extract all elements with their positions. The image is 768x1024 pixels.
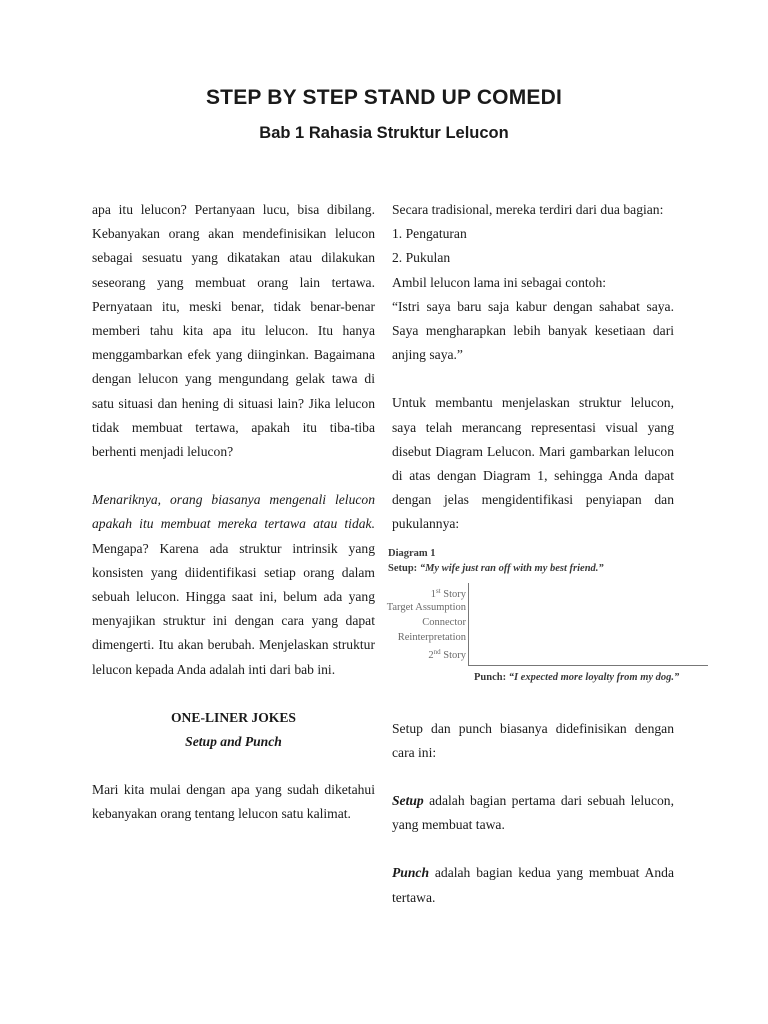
- section-heading: ONE-LINER JOKES: [170, 709, 296, 725]
- joke-diagram: [378, 545, 708, 707]
- paragraph-structure: [92, 488, 375, 682]
- diagram-label-connector: Connector: [422, 616, 466, 628]
- diagram-setup: [388, 562, 604, 575]
- diagram-caption: Diagram 1: [388, 547, 436, 559]
- paragraph-diagram-intro: Untuk membantu menjelaskan struktur lelucon, saya telah merancang representasi visual yang disebut Diagram Lelucon. Mari gambarkan lelucon di atas dengan Diagram 1, sehingga Anda dapat dengan jelas mengidentifikasi penyiapan dan pukulannya:: [392, 395, 674, 532]
- diagram-horizontal-axis: [468, 665, 708, 666]
- diagram-label-second-story: 2nd Story: [428, 647, 466, 661]
- definition-punch: [392, 861, 674, 909]
- diagram-punch-text: “I expected more loyalty from my dog.”: [508, 671, 680, 683]
- paragraph-example-intro: Ambil lelucon lama ini sebagai contoh:: [392, 274, 607, 290]
- diagram-setup-text: “My wife just ran off with my best friend.”: [419, 562, 604, 574]
- paragraph-definitions-intro: Setup dan punch biasanya didefinisikan dengan cara ini:: [392, 720, 674, 760]
- paragraph-parts: Secara tradisional, mereka terdiri dari dua bagian:: [392, 202, 664, 217]
- term-setup: Setup: [392, 793, 424, 809]
- chapter-subtitle: Bab 1 Rahasia Struktur Lelucon: [259, 124, 509, 142]
- list-item: 2. Pukulan: [392, 250, 451, 266]
- left-column: [92, 198, 375, 827]
- paragraph-intro: apa itu lelucon? Pertanyaan lucu, bisa dibilang. Kebanyakan orang akan mendefinisikan lelucon sebagai sesuatu yang dikatakan atau dilakukan seseorang yang membuat orang lain tertawa. Pernyataan itu, meski benar, tidak benar-benar memberi tahu kita apa itu lelucon. Itu hanya menggambarkan efek yang diinginkan. Bagaimana dengan lelucon yang mengundang gelak tawa di satu situasi dan hening di situasi lain? Jika lelucon tidak membuat tertawa, apakah itu tiba-tiba berhenti menjadi lelucon?: [92, 202, 375, 460]
- italic-lead: Menariknya, orang biasanya mengenali lelucon apakah itu membuat mereka tertawa atau tidak.: [92, 492, 375, 532]
- right-column: [386, 198, 680, 910]
- diagram-label-reinterpretation: Reinterpretation: [397, 631, 466, 643]
- diagram-label-first-story: 1st Story: [430, 586, 466, 600]
- joke-quote: “Istri saya baru saja kabur dengan sahabat saya. Saya mengharapkan lebih banyak kesetiaan dari anjing saya.”: [392, 298, 674, 363]
- paragraph-one-liner: Mari kita mulai dengan apa yang sudah diketahui kebanyakan orang tentang lelucon satu kalimat.: [92, 782, 375, 822]
- diagram-vertical-axis: [468, 583, 469, 665]
- definition-punch-text: adalah bagian kedua yang membuat Anda tertawa.: [392, 865, 674, 905]
- document-title: STEP BY STEP STAND UP COMEDI: [205, 86, 563, 109]
- list-item: 1. Pengaturan: [392, 226, 467, 242]
- diagram-punch-label: Punch:: [474, 671, 507, 683]
- diagram-punch: [474, 671, 679, 684]
- term-punch: Punch: [392, 865, 430, 881]
- section-subheading: Setup and Punch: [185, 734, 282, 750]
- definition-setup: [392, 789, 674, 837]
- diagram-setup-label: Setup:: [388, 562, 418, 574]
- paragraph-structure-text: Mengapa? Karena ada struktur intrinsik yang konsisten yang diidentifikasi setiap orang dalam sebuah lelucon. Hingga saat ini, belum ada yang menyajikan struktur ini dengan cara yang dapat dimengerti. Itu akan berubah. Menjelaskan struktur lelucon kepada Anda adalah inti dari bab ini.: [92, 540, 375, 677]
- diagram-label-target: Target Assumption: [386, 601, 466, 613]
- definition-setup-text: adalah bagian pertama dari sebuah lelucon, yang membuat tawa.: [392, 793, 674, 833]
